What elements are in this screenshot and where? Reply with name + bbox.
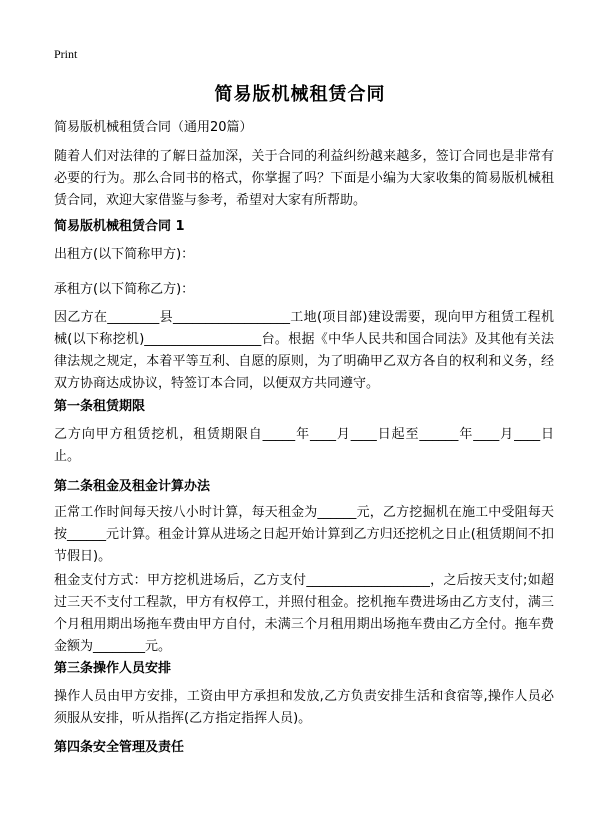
article-3-text: 操作人员由甲方安排，工资由甲方承担和发放,乙方负责安排生活和食宿等,操作人员必须服从安排，听从指挥(乙方指定指挥人员)。 <box>54 689 554 726</box>
article-2-heading: 第二条租金及租金计算办法 <box>54 479 211 494</box>
preamble-paragraph: 因乙方在________县__________________工地(项目部)建设需要，现向甲方租赁工程机械(以下称挖机)__________________台。根据《中华人民共和国合同法》及其他有关法律法规之规定，本着平等互利、自愿的原则，为了明确甲乙双方各自的权利和义务，经双方协商达成协议，特签订本合同，以便双方共同遵守。 <box>54 310 554 391</box>
payment-paragraph: 租金支付方式：甲方挖机进场后，乙方支付___________________，之后按天支付;如超过三天不支付工程款，甲方有权停工，并照付租金。挖机拖车费进场由乙方支付，满三个月租用期出场拖车费由甲方自付，未满三个月租用期出场拖车费由乙方全付。拖车费金额为________元。 <box>54 573 554 654</box>
print-label[interactable]: Print <box>54 47 78 61</box>
article-1-heading: 第一条租赁期限 <box>54 399 146 414</box>
document-subtitle: 简易版机械租赁合同（通用20篇） <box>54 120 253 135</box>
lessor-line: 出租方(以下简称甲方)： <box>54 247 195 262</box>
article-4-heading: 第四条安全管理及责任 <box>54 740 185 755</box>
article-2-text: 正常工作时间每天按八小时计算，每天租金为______元，乙方挖掘机在施工中受阻每天按______元计算。租金计算从进场之日起开始计算到乙方归还挖机之日止(租赁期间不扣节假日)。 <box>54 505 554 564</box>
article-1-text: 乙方向甲方租赁挖机，租赁期限自_____年____月____日起至______年____月____日止。 <box>54 427 554 464</box>
document-title: 简易版机械租赁合同 <box>214 84 386 105</box>
section-heading: 简易版机械租赁合同 1 <box>54 219 185 234</box>
article-3-heading: 第三条操作人员安排 <box>54 661 172 676</box>
intro-paragraph: 随着人们对法律的了解日益加深，关于合同的利益纠纷越来越多，签订合同也是非常有必要的行为。那么合同书的格式，你掌握了吗？下面是小编为大家收集的简易版机械租赁合同，欢迎大家借鉴与参考，希望对大家有所帮助。 <box>54 149 554 208</box>
lessee-line: 承租方(以下简称乙方)： <box>54 282 195 297</box>
